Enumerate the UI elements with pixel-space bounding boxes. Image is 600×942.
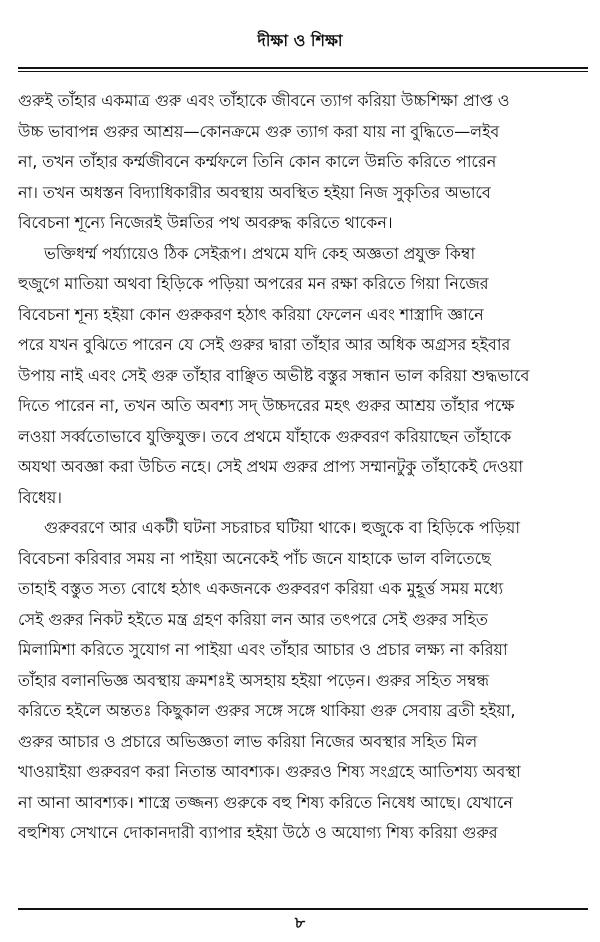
text-line: অযথা অবজ্ঞা করা উচিত নহে। সেই প্রথম গুরুর প্রাপ্য সম্মানটুকু তাঁহাকেই দেওয়া: [18, 457, 523, 476]
paragraph-2: [18, 239, 590, 514]
text-line: বিধেয়।: [18, 487, 62, 507]
text-line: উচ্চ ভাবাপন্ন গুরুর আশ্রয়—কোনক্রমে গুরু ত্যাগ করা যায় না বুদ্ধিতে—লইব: [18, 121, 500, 141]
text-line: হুজুগে মাতিয়া অথবা হিড়িকে পড়িয়া অপরের মন রক্ষা করিতে গিয়া নিজের: [18, 274, 489, 293]
text-line: না। তখন অধস্তন বিদ্যাধিকারীর অবস্থায় অবস্থিত হইয়া নিজ সুকৃতির অভাবে: [18, 182, 491, 202]
text-line: লওয়া সর্ব্বতোভাবে যুক্তিযুক্ত। তবে প্রথমে যাঁহাকে গুরুবরণ করিয়াছেন তাঁহাকে: [18, 426, 512, 446]
text-line: দিতে পারেন না, তখন অতি অবশ্য সদ্ উচ্চদরের মহৎ গুরুর আশ্রয় তাঁহার পক্ষে: [18, 396, 515, 415]
paragraph-1: [18, 86, 590, 239]
text-line: বহুশিষ্য সেখানে দোকানদারী ব্যাপার হইয়া উঠে ও অযোগ্য শিষ্য করিয়া গুরুর: [18, 823, 498, 842]
text-line: বিবেচনা শূন্য হইয়া কোন গুরুকরণ হঠাৎ করিয়া ফেলেন এবং শাস্ত্রাদি জ্ঞানে: [18, 304, 484, 324]
text-line: বিবেচনা শূন্যে নিজেরই উন্নতির পথ অবরুদ্ধ করিতে থাকেন।: [18, 213, 393, 232]
running-header: দীক্ষা ও শিক্ষা: [257, 31, 343, 50]
page-number: ৮: [294, 913, 306, 932]
text-line: না আনা আবশ্যক। শাস্ত্রে তজ্জন্য গুরুকে বহু শিষ্য করিতে নিষেধ আছে। যেখানে: [18, 792, 513, 812]
text-line: করিতে হইলে অন্ততঃ কিছুকাল গুরুর সঙ্গে সঙ্গে থাকিয়া গুরু সেবায় ব্রতী হইয়া,: [18, 701, 516, 720]
footer-rule: [18, 908, 588, 910]
header-rule: [18, 67, 588, 72]
text-line: পরে যখন বুঝিতে পারেন যে সেই গুরুর দ্বারা তাঁহার আর অধিক অগ্রসর হইবার: [18, 335, 511, 354]
text-line: না, তখন তাঁহার কর্ম্মজীবনে কর্ম্মফলে তিনি কোন কালে উন্নতি করিতে পারেন: [18, 152, 497, 171]
text-line: উপায় নাই এবং সেই গুরু তাঁহার বাঞ্ছিত অভীষ্ট বস্তুর সন্ধান ভাল করিয়া শুদ্ধভাবে: [18, 365, 530, 385]
text-line: বিবেচনা করিবার সময় না পাইয়া অনেকেই পাঁচ জনে যাহাকে ভাল বলিতেছে: [18, 548, 491, 568]
text-line: ভক্তিধর্ম্ম পর্য্যায়েও ঠিক সেইরূপ। প্রথমে যদি কেহ অজ্ঞতা প্রযুক্ত কিম্বা: [44, 243, 476, 263]
text-line: মিলামিশা করিতে সুযোগ না পাইয়া এবং তাঁহার আচার ও প্রচার লক্ষ্য না করিয়া: [18, 640, 508, 659]
text-line: খাওয়াইয়া গুরুবরণ করা নিতান্ত আবশ্যক। গুরুরও শিষ্য সংগ্রহে আতিশয্য অবস্থা: [18, 762, 521, 781]
text-line: তাঁহার বলানভিজ্ঞ অবস্থায় ক্রমশঃই অসহায় হইয়া পড়েন। গুরুর সহিত সম্বন্ধ: [18, 670, 490, 690]
text-line: তাহাই বস্তুত সত্য বোধে হঠাৎ একজনকে গুরুবরণ করিয়া এক মুহূর্ত্ত সময় মধ্যে: [18, 579, 504, 598]
text-line: গুরুর আচার ও প্রচারে অভিজ্ঞতা লাভ করিয়া নিজের অবস্থার সহিত মিল: [18, 731, 478, 751]
paragraph-3: [18, 513, 590, 849]
text-line: সেই গুরুর নিকট হইতে মন্ত্র গ্রহণ করিয়া লন আর তৎপরে সেই গুরুর সহিত: [18, 609, 488, 629]
text-line: গুরুই তাঁহার একমাত্র গুরু এবং তাঁহাকে জীবনে ত্যাগ করিয়া উচ্চশিক্ষা প্রাপ্ত ও: [18, 91, 510, 110]
page-body: [18, 86, 590, 849]
text-line: গুরুবরণে আর একটী ঘটনা সচরাচর ঘটিয়া থাকে। হুজুকে বা হিড়িকে পড়িয়া: [44, 518, 520, 537]
